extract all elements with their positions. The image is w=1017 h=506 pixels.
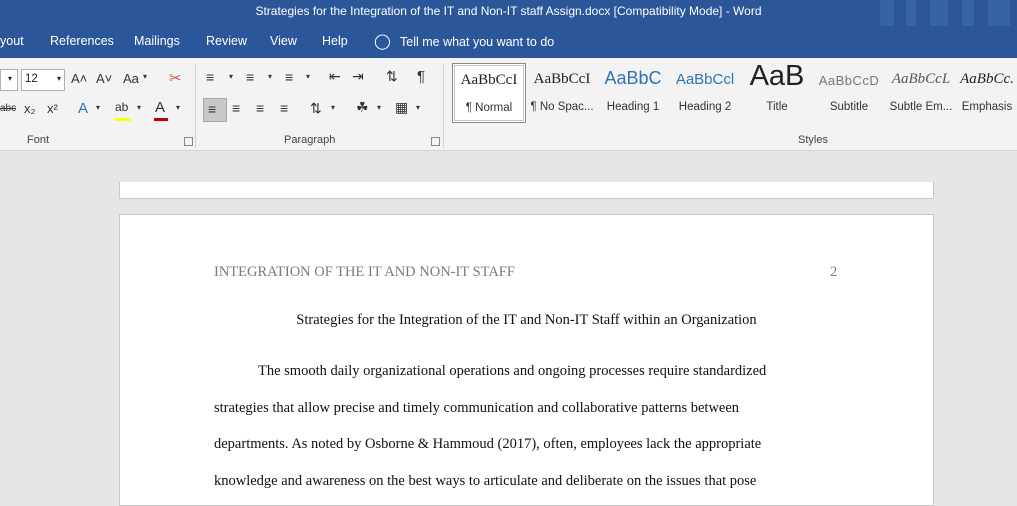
highlighter-icon[interactable]: ab	[115, 100, 129, 114]
document-title: Strategies for the Integration of the IT and Non-IT Staff within an Organization	[296, 312, 757, 328]
style-normal[interactable]	[452, 63, 526, 123]
font-size-value: 12	[25, 73, 38, 85]
tab-layout[interactable]: yout	[0, 34, 24, 48]
lightbulb-icon: ◯	[374, 33, 391, 50]
body-line: The smooth daily organizational operations and ongoing processes require standardized	[258, 363, 767, 379]
chevron-down-icon[interactable]: ▾	[306, 72, 311, 81]
style-preview: AaBbCcD	[818, 73, 880, 88]
style-label: Emphasis	[961, 101, 1013, 113]
style-label: ¶ No Spac...	[530, 101, 594, 113]
multilevel-list-icon[interactable]: ≡	[285, 69, 294, 85]
group-divider	[195, 64, 196, 148]
change-case-button[interactable]: Aa	[123, 71, 139, 86]
chevron-down-icon[interactable]: ▾	[176, 103, 181, 112]
style-label: Title	[766, 101, 788, 113]
style-label: Heading 2	[678, 101, 732, 113]
style-no-spacing[interactable]	[526, 63, 598, 121]
title-bar-pattern	[930, 0, 948, 26]
align-left-button[interactable]	[203, 98, 227, 122]
paragraph-dialog-launcher-icon[interactable]	[431, 137, 440, 146]
document-page[interactable]	[119, 214, 934, 506]
font-size-dropdown[interactable]	[21, 69, 65, 91]
clear-formatting-icon[interactable]: ✂	[169, 70, 182, 87]
shrink-font-button[interactable]: A˅	[96, 71, 113, 86]
style-subtle-emphasis[interactable]	[885, 63, 957, 121]
bullets-icon[interactable]: ≡	[206, 69, 215, 85]
line-spacing-icon[interactable]: ⇅	[310, 100, 322, 116]
style-label: Heading 1	[606, 101, 660, 113]
window-title: Strategies for the Integration of the IT and Non-IT staff Assign.docx [Compatibility Mode] - Word	[255, 4, 762, 18]
style-preview: AaB	[749, 63, 805, 92]
align-center-icon[interactable]: ≡	[232, 100, 241, 116]
title-bar-pattern	[988, 0, 1010, 26]
font-color-icon[interactable]: A	[155, 99, 166, 116]
style-subtitle[interactable]	[813, 63, 885, 121]
title-bar-pattern	[962, 0, 974, 26]
style-preview: AaBbCcI	[533, 71, 591, 87]
style-title[interactable]	[741, 63, 813, 121]
subscript-button[interactable]: x₂	[24, 101, 36, 116]
body-line: strategies that allow precise and timely communication and collaborative patterns between	[214, 400, 740, 416]
numbering-icon[interactable]: ≡	[246, 69, 255, 85]
body-line: knowledge and awareness on the best ways to articulate and deliberate on the issues that pose	[214, 473, 757, 489]
style-heading-2[interactable]	[669, 63, 741, 121]
group-divider	[443, 64, 444, 148]
ribbon-home	[0, 58, 1017, 151]
strikethrough-button[interactable]: abc	[0, 103, 17, 114]
title-bar-pattern	[906, 0, 916, 26]
style-preview: AaBbCc.	[960, 71, 1014, 87]
body-line: departments. As noted by Osborne & Hammoud (2017), often, employees lack the appropriate	[214, 436, 762, 452]
font-color-bar	[154, 118, 168, 121]
show-formatting-icon[interactable]: ¶	[417, 68, 426, 85]
chevron-down-icon[interactable]: ▾	[137, 103, 142, 112]
sort-icon[interactable]: ⇅	[386, 68, 398, 84]
style-preview: AaBbC	[604, 68, 662, 88]
chevron-down-icon: ▾	[8, 74, 13, 83]
decrease-indent-icon[interactable]: ⇤	[329, 68, 341, 84]
style-preview: AaBbCcL	[891, 71, 951, 87]
shading-icon[interactable]: ☘	[356, 99, 369, 115]
tab-references[interactable]: References	[50, 34, 114, 48]
chevron-down-icon[interactable]: ▾	[331, 103, 336, 112]
chevron-down-icon[interactable]: ▾	[416, 103, 421, 112]
styles-gallery	[452, 63, 1017, 123]
tell-me-label: Tell me what you want to do	[400, 35, 555, 49]
style-label: Subtitle	[829, 101, 869, 113]
text-effects-icon[interactable]: A	[78, 100, 89, 117]
style-label: ¶ Normal	[465, 102, 513, 114]
styles-group-label: Styles	[798, 134, 828, 146]
increase-indent-icon[interactable]: ⇥	[352, 68, 364, 84]
chevron-down-icon[interactable]: ▾	[96, 103, 101, 112]
font-name-dropdown[interactable]	[0, 69, 18, 91]
superscript-button[interactable]: x²	[47, 101, 58, 116]
tell-me-search[interactable]	[374, 32, 554, 50]
tab-review[interactable]: Review	[206, 34, 247, 48]
tab-mailings[interactable]: Mailings	[134, 34, 180, 48]
ribbon-tabs	[0, 26, 1017, 58]
style-preview: AaBbCcI	[460, 72, 518, 88]
justify-icon[interactable]: ≡	[280, 100, 289, 116]
font-dialog-launcher-icon[interactable]	[184, 137, 193, 146]
align-left-icon: ≡	[208, 101, 217, 117]
style-preview: AaBbCcl	[675, 71, 735, 88]
tab-view[interactable]: View	[270, 34, 297, 48]
title-bar	[0, 0, 1017, 26]
style-label: Subtle Em...	[889, 101, 953, 113]
title-bar-pattern	[880, 0, 894, 26]
chevron-down-icon[interactable]: ▾	[143, 72, 148, 81]
chevron-down-icon[interactable]: ▾	[229, 72, 234, 81]
style-heading-1[interactable]	[597, 63, 669, 121]
previous-page-bottom	[119, 182, 934, 199]
chevron-down-icon[interactable]: ▾	[268, 72, 273, 81]
page-number: 2	[830, 264, 838, 280]
running-head: INTEGRATION OF THE IT AND NON-IT STAFF	[214, 264, 515, 280]
borders-icon[interactable]: ▦	[395, 99, 409, 115]
style-emphasis[interactable]	[957, 63, 1017, 121]
chevron-down-icon[interactable]: ▾	[377, 103, 382, 112]
chevron-down-icon: ▾	[56, 74, 61, 83]
grow-font-button[interactable]: A˄	[71, 71, 88, 86]
align-right-icon[interactable]: ≡	[256, 100, 265, 116]
font-group-label: Font	[27, 134, 50, 146]
highlight-color-bar	[115, 118, 131, 121]
tab-help[interactable]: Help	[322, 34, 348, 48]
paragraph-group-label: Paragraph	[284, 134, 336, 146]
